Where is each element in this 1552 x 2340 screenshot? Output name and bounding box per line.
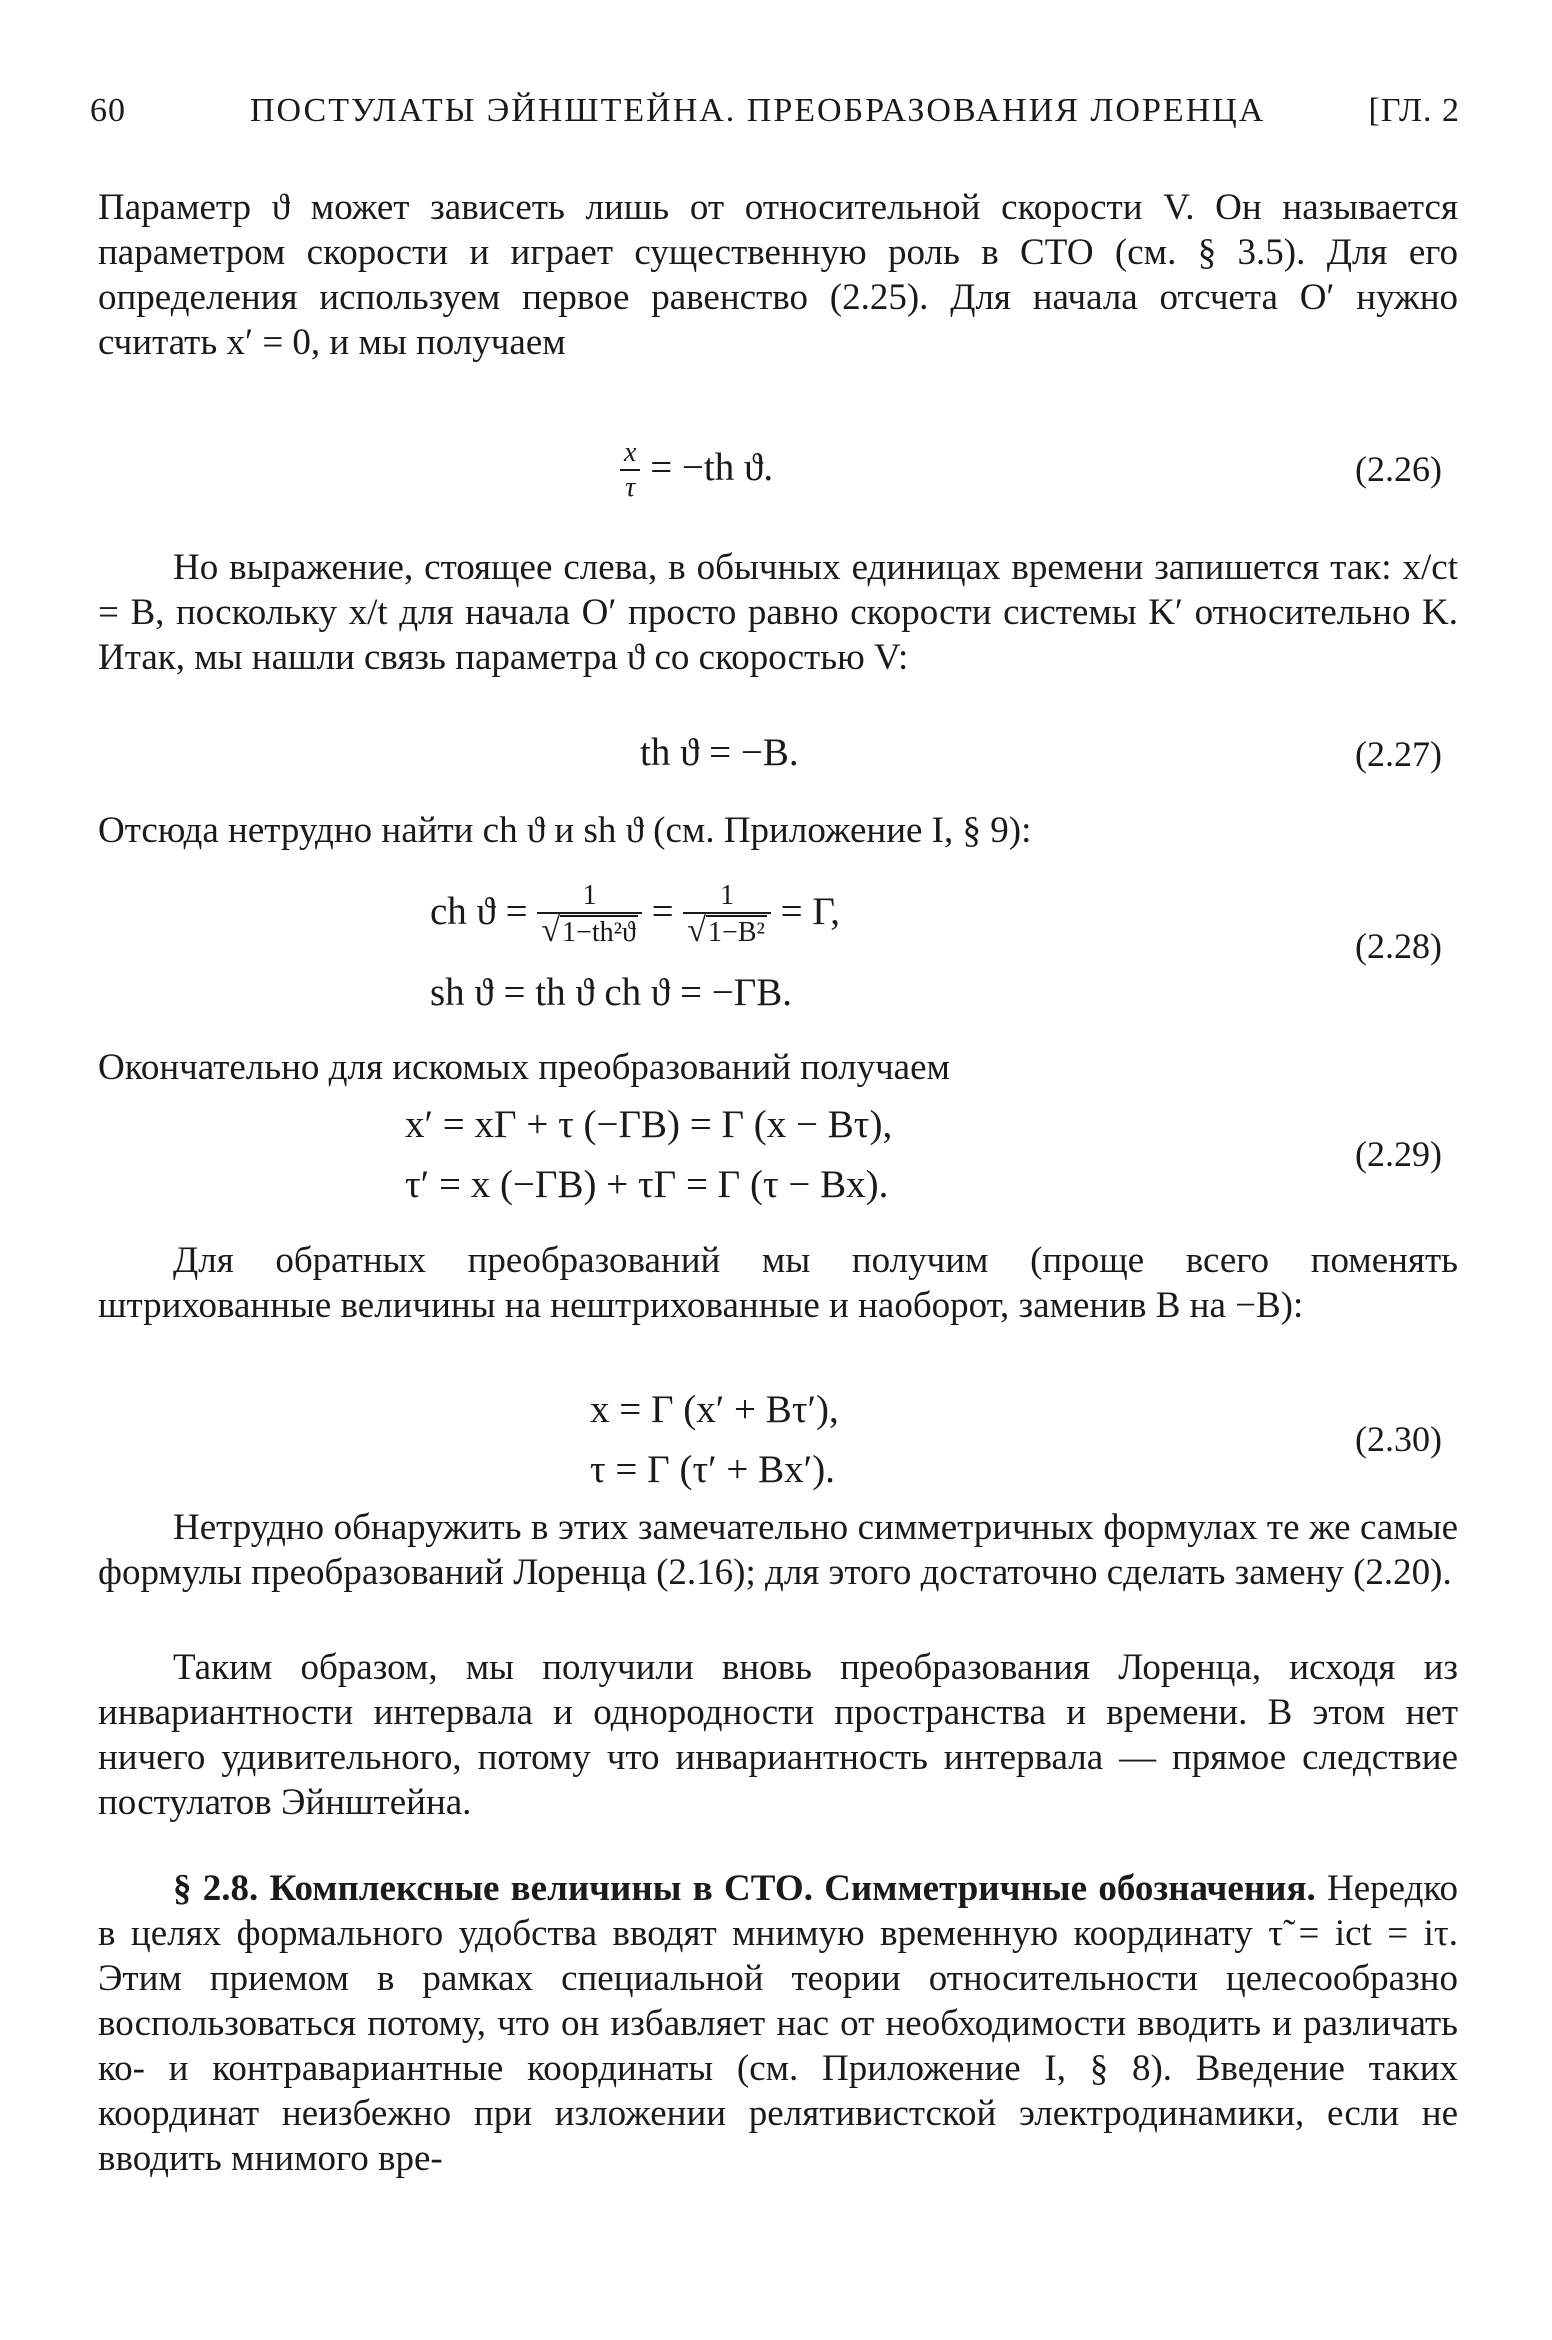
fraction-ch-1	[537, 880, 642, 950]
equation-row: τ′ = x (−ΓB) + τΓ = Γ (τ − Bx).	[405, 1163, 889, 1206]
sqrt-argument: 1−th²ϑ	[562, 917, 636, 948]
equation-2-28-row1	[430, 880, 840, 950]
running-header	[90, 92, 1460, 142]
fraction-ch-2	[683, 880, 771, 950]
equation-number-2-28: (2.28)	[1355, 926, 1442, 966]
equation-2-27: th ϑ = −B.	[640, 731, 799, 774]
fraction-numerator: x	[624, 437, 637, 468]
paragraph-final-transform: Окончательно для искомых преобразований получаем	[98, 1047, 950, 1088]
section-2-8	[98, 1866, 1458, 2181]
equation-number-2-30: (2.30)	[1355, 1419, 1442, 1459]
equation-2-29	[405, 1095, 892, 1215]
fraction-numerator: 1	[720, 880, 735, 911]
equation-rhs: = −th ϑ.	[650, 445, 774, 489]
ch-theta-tail: = Γ,	[780, 889, 841, 933]
fraction-x-over-tau	[620, 437, 640, 505]
equation-2-28-row2: sh ϑ = th ϑ ch ϑ = −ΓB.	[430, 971, 793, 1014]
sqrt	[687, 914, 767, 950]
fraction-denominator	[537, 912, 642, 950]
paragraph-symmetric-formulas: Нетрудно обнаружить в этих замечательно симметричных формулах те же самые формулы преобразований Лоренца (2.16); для этого достаточно сделать замену (2.20).	[98, 1507, 1458, 1593]
radical-icon: √	[541, 912, 561, 949]
chapter-label: [ГЛ. 2	[1368, 92, 1460, 129]
fraction-denominator	[683, 912, 771, 950]
paragraph-inverse-transform: Для обратных преобразований мы получим (проще всего поменять штрихованные величины на нештрихованные и наоборот, заменив B на −B):	[98, 1240, 1458, 1326]
section-body: Нередко в целях формального удобства вводят мнимую временную координату τ̃ = ict = iτ. Этим приемом в рамках специальной теории относительности целесообразно воспользоваться потому, что он избавляет нас от необходимости вводить и различать ко- и контравариантные координаты (см. Приложение I, § 8). Введение таких координат неизбежно при изложении релятивистской электродинамики, если не вводить мнимого вре-	[98, 1868, 1458, 2179]
paragraph-parameter-theta: Параметр ϑ может зависеть лишь от относительной скорости V. Он называется параметром скорости и играет существенную роль в СТО (см. § 3.5). Для его определения используем первое равенство (2.25). Для начала отсчета O′ нужно считать x′ = 0, и мы получаем	[98, 187, 1458, 363]
paragraph-ch-sh: Отсюда нетрудно найти ch ϑ и sh ϑ (см. Приложение I, § 9):	[98, 810, 1032, 851]
section-title: § 2.8. Комплексные величины в СТО. Симметричные обозначения.	[173, 1868, 1316, 1909]
page-number: 60	[90, 92, 126, 129]
equation-row: τ = Γ (τ′ + Bx′).	[590, 1448, 835, 1491]
equation-row: x′ = xΓ + τ (−ΓB) = Γ (x − Bτ),	[405, 1103, 893, 1146]
equals-sign: =	[651, 889, 674, 933]
ch-theta-lhs: ch ϑ =	[430, 889, 528, 933]
equation-row: x = Γ (x′ + Bτ′),	[590, 1388, 839, 1431]
sqrt-argument: 1−B²	[708, 917, 765, 948]
radical-icon: √	[687, 912, 707, 949]
paragraph-expression: Но выражение, стоящее слева, в обычных единицах времени запишется так: x/ct = B, поскольку x/t для начала O′ просто равно скорости системы K′ относительно K. Итак, мы нашли связь параметра ϑ со скоростью V:	[98, 547, 1458, 678]
fraction-numerator: 1	[582, 880, 597, 911]
sqrt	[541, 914, 638, 950]
equation-number-2-27: (2.27)	[1355, 734, 1442, 774]
running-title: ПОСТУЛАТЫ ЭЙНШТЕЙНА. ПРЕОБРАЗОВАНИЯ ЛОРЕНЦА	[250, 92, 1266, 129]
equation-number-2-26: (2.26)	[1355, 449, 1442, 489]
equation-number-2-29: (2.29)	[1355, 1134, 1442, 1174]
fraction-denominator: τ	[620, 469, 640, 505]
equation-2-26	[620, 437, 773, 505]
paragraph-conclusion: Таким образом, мы получили вновь преобразования Лоренца, исходя из инвариантности интервала и однородности пространства и времени. В этом нет ничего удивительного, потому что инвариантность интервала — прямое следствие постулатов Эйнштейна.	[98, 1647, 1458, 1823]
equation-2-30	[590, 1380, 839, 1500]
